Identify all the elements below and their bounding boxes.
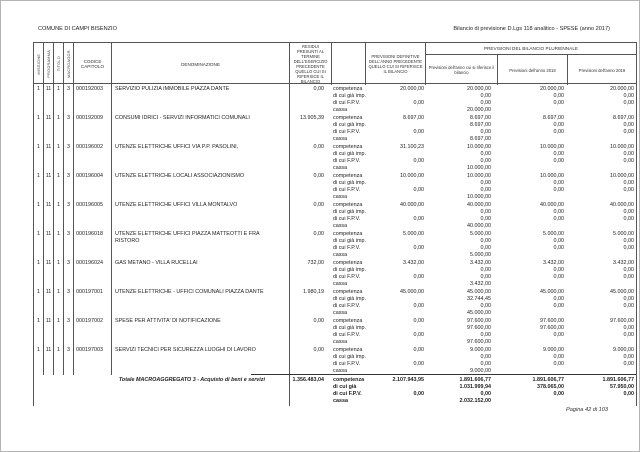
cell-denominazione: SERVIZIO PULIZIA IMMOBILE PIAZZA DANTE [112,84,290,114]
total-sub-labels: competenza di cui già di cui F.P.V. cassa [333,377,365,404]
cell-anno-2018: 8.697,00 0,00 0,00 [543,115,564,135]
cell-denominazione: SERVIZI TECNICI PER SICUREZZA LUOGHI DI LAVORO [112,345,290,375]
cell-titolo: 1 [54,287,64,317]
header-codice-capitolo: CODICE CAPITOLO [74,43,112,85]
cell-missione: 1 [34,229,44,259]
header-denominazione: DENOMINAZIONE [112,43,290,85]
cell-programma: 11 [44,84,54,114]
cell-anno-riferimento: 20.000,00 0,00 0,00 20.000,00 [467,86,491,113]
total-anno-riferimento: 1.891.606,77 1.031.999,94 0,00 2.032.152,00 [459,377,491,404]
cell-denominazione: UTENZE ELETTRICHE - UFFICI COMUNALI PIAZZA DANTE [112,287,290,317]
header-titolo: TITOLO [54,43,64,85]
table-row [34,113,636,142]
cell-titolo: 1 [54,113,64,143]
cell-macroaggr: 3 [64,171,74,201]
total-label: Totale MACROAGGREGATO 3 - Acquisto di beni e servizi [34,374,290,406]
cell-anno-2018: 20.000,00 0,00 0,00 [540,86,564,106]
cell-anno-riferimento: 97.600,00 97.600,00 0,00 97.600,00 [467,318,491,345]
cell-titolo: 1 [54,229,64,259]
cell-sub-labels: competenza di cui già imp. di cui F.P.V. cassa [333,202,366,229]
cell-sub-labels: competenza di cui già imp. di cui F.P.V. cassa [333,318,366,345]
cell-anno-2019: 97.600,00 0,00 0,00 [610,318,634,338]
cell-codice-capitolo: 000196018 [74,229,112,259]
cell-titolo: 1 [54,171,64,201]
cell-denominazione: CONSUMI IDRICI - SERVIZI INFORMATICI COMUNALI [112,113,290,143]
cell-sub-labels: competenza di cui già imp. di cui F.P.V. cassa [333,260,366,287]
cell-sub-labels: competenza di cui già imp. di cui F.P.V. cassa [333,115,366,142]
cell-codice-capitolo: 000196024 [74,258,112,288]
document-title-left: COMUNE DI CAMPI BISENZIO [38,26,117,32]
cell-residui: 0,00 [313,347,324,353]
cell-sub-labels: competenza di cui già imp. di cui F.P.V. cassa [333,231,366,258]
cell-macroaggr: 3 [64,345,74,375]
table-row [34,345,636,374]
cell-codice-capitolo: 000197002 [74,316,112,346]
cell-missione: 1 [34,84,44,114]
cell-anno-2018: 97.600,00 97.600,00 0,00 [540,318,564,338]
cell-macroaggr: 3 [64,113,74,143]
header-labels-column [332,43,366,85]
cell-previsioni-definitive: 0,00 0,00 [413,347,424,367]
total-row [34,374,636,406]
cell-codice-capitolo: 000196002 [74,142,112,172]
cell-anno-2018: 3.432,00 0,00 0,00 [543,260,564,280]
cell-anno-2018: 10.000,00 0,00 0,00 [540,144,564,164]
table-row [34,142,636,171]
cell-denominazione: UTENZE ELETTRICHE UFFICI PIAZZA MATTEOTTI E FRA RISTORO [112,229,290,259]
total-separator-line [251,374,636,375]
header-previsioni-2018: Previsioni dell'anno 2018 [498,55,568,85]
cell-anno-2018: 40.000,00 0,00 0,00 [540,202,564,222]
cell-anno-2018: 9.000,00 0,00 0,00 [543,347,564,367]
cell-anno-2019: 3.432,00 0,00 0,00 [613,260,634,280]
cell-macroaggr: 3 [64,84,74,114]
header-residui-presunti: RESIDUI PRESUNTI AL TERMINE DELL'ESERCIZIO PRECEDENTE QUELLO CUI SI RIFERISCE IL BILANCIO [290,43,332,85]
cell-anno-2019: 10.000,00 0,00 0,00 [610,144,634,164]
cell-anno-riferimento: 10.000,00 0,00 0,00 10.000,00 [467,144,491,171]
table-row [34,171,636,200]
cell-residui: 732,00 [307,260,324,266]
cell-previsioni-definitive: 5.000,00 0,00 [403,231,424,251]
cell-missione: 1 [34,200,44,230]
document-title-right: Bilancio di previsione D.Lgs 118 analitico - SPESE (anno 2017) [453,26,610,32]
cell-titolo: 1 [54,345,64,375]
cell-denominazione: SPESE PER ATTIVITA' DI NOTIFICAZIONE [112,316,290,346]
cell-residui: 0,00 [313,231,324,237]
cell-titolo: 1 [54,142,64,172]
header-bilancio-pluriennale: PREVISIONI DEL BILANCIO PLURIENNALE [426,43,636,55]
cell-programma: 11 [44,171,54,201]
cell-denominazione: GAS METANO - VILLA RUCELLAI [112,258,290,288]
cell-residui: 0,00 [313,86,324,92]
cell-previsioni-definitive: 10.000,00 0,00 [400,173,424,193]
cell-missione: 1 [34,345,44,375]
cell-anno-riferimento: 40.000,00 0,00 0,00 40.000,00 [467,202,491,229]
cell-previsioni-definitive: 0,00 0,00 [413,318,424,338]
cell-programma: 11 [44,229,54,259]
cell-titolo: 1 [54,200,64,230]
table-body [34,84,636,374]
header-bilancio-pluriennale-group [426,43,636,85]
cell-missione: 1 [34,142,44,172]
cell-anno-riferimento: 45.000,00 32.744,45 0,00 45.000,00 [467,289,491,316]
cell-residui: 1.980,19 [303,289,324,295]
cell-missione: 1 [34,287,44,317]
cell-anno-2019: 20.000,00 0,00 0,00 [610,86,634,106]
page-number: Pagina 42 di 103 [566,407,608,413]
cell-previsioni-definitive: 3.432,00 0,00 [403,260,424,280]
cell-programma: 11 [44,113,54,143]
header-previsioni-definitive: PREVISIONI DEFINITIVE DELL'ANNO PRECEDENTE QUELLO CUI SI RIFERISCE IL BILANCIO [366,43,426,85]
cell-macroaggr: 3 [64,316,74,346]
header-macroaggr: MACROAGGR. [64,43,74,85]
cell-residui: 0,00 [313,173,324,179]
cell-anno-2018: 5.000,00 0,00 0,00 [543,231,564,251]
cell-titolo: 1 [54,316,64,346]
cell-codice-capitolo: 000197001 [74,287,112,317]
cell-previsioni-definitive: 45.000,00 0,00 [400,289,424,309]
cell-codice-capitolo: 000196005 [74,200,112,230]
cell-anno-2019: 5.000,00 0,00 0,00 [613,231,634,251]
cell-residui: 0,00 [313,318,324,324]
cell-denominazione: UTENZE ELETTRICHE LOCALI ASSOCIAZIONISMO [112,171,290,201]
cell-anno-2019: 10.000,00 0,00 0,00 [610,173,634,193]
header-previsioni-anno-riferimento: Previsioni dell'anno cui si riferisce il bilancio [426,55,498,85]
cell-residui: 13.905,39 [300,115,324,121]
cell-anno-riferimento: 3.432,00 0,00 0,00 3.432,00 [470,260,491,287]
total-anno-2019: 1.891.606,77 57.950,00 0,00 [602,377,634,397]
cell-previsioni-definitive: 8.697,00 0,00 [403,115,424,135]
table-row [34,316,636,345]
cell-sub-labels: competenza di cui già imp. di cui F.P.V. cassa [333,173,366,200]
cell-anno-riferimento: 5.000,00 0,00 0,00 5.000,00 [470,231,491,258]
cell-titolo: 1 [54,84,64,114]
header-programma: PROGRAMMA [44,43,54,85]
total-residui: 1.356.483,04 [292,377,324,383]
cell-anno-riferimento: 8.697,00 8.697,00 0,00 8.697,00 [470,115,491,142]
cell-denominazione: UTENZE ELETTRICHE UFFICI VIA P.P. PASOLINI, [112,142,290,172]
total-anno-2018: 1.891.606,77 378.065,00 0,00 [532,377,564,397]
cell-missione: 1 [34,258,44,288]
cell-missione: 1 [34,316,44,346]
cell-macroaggr: 3 [64,200,74,230]
cell-titolo: 1 [54,258,64,288]
cell-missione: 1 [34,171,44,201]
cell-anno-riferimento: 9.000,00 0,00 0,00 9.000,00 [470,347,491,374]
cell-programma: 11 [44,287,54,317]
table-row [34,258,636,287]
cell-anno-2019: 8.697,00 0,00 0,00 [613,115,634,135]
cell-programma: 11 [44,200,54,230]
cell-residui: 0,00 [313,144,324,150]
cell-residui: 0,00 [313,202,324,208]
cell-programma: 11 [44,142,54,172]
cell-anno-2019: 40.000,00 0,00 0,00 [610,202,634,222]
total-previsioni-definitive: 2.107.943,95 0,00 [392,377,424,397]
cell-macroaggr: 3 [64,229,74,259]
cell-programma: 11 [44,316,54,346]
cell-previsioni-definitive: 20.000,00 0,00 [400,86,424,106]
cell-codice-capitolo: 000197003 [74,345,112,375]
cell-anno-riferimento: 10.000,00 0,00 0,00 10.000,00 [467,173,491,200]
cell-codice-capitolo: 000192003 [74,84,112,114]
table-header [34,43,636,84]
cell-sub-labels: competenza di cui già imp. di cui F.P.V. cassa [333,347,366,374]
table-row [34,200,636,229]
cell-sub-labels: competenza di cui già imp. di cui F.P.V. cassa [333,144,366,171]
table-row [34,229,636,258]
cell-previsioni-definitive: 31.100,23 0,00 [400,144,424,164]
cell-programma: 11 [44,258,54,288]
cell-sub-labels: competenza di cui già imp. di cui F.P.V. cassa [333,289,366,316]
cell-codice-capitolo: 000192009 [74,113,112,143]
cell-macroaggr: 3 [64,142,74,172]
budget-table [33,42,637,406]
cell-anno-2019: 45.000,00 0,00 0,00 [610,289,634,309]
cell-sub-labels: competenza di cui già imp. di cui F.P.V. cassa [333,86,366,113]
cell-missione: 1 [34,113,44,143]
header-missione: MISSIONE [34,43,44,85]
header-previsioni-2019: Previsioni dell'anno 2019 [578,67,626,73]
cell-programma: 11 [44,345,54,375]
cell-denominazione: UTENZE ELETTRICHE UFFICI VILLA MONTALVO [112,200,290,230]
cell-codice-capitolo: 000196004 [74,171,112,201]
cell-anno-2018: 45.000,00 0,00 0,00 [540,289,564,309]
table-row [34,287,636,316]
cell-anno-2019: 9.000,00 0,00 0,00 [613,347,634,367]
cell-macroaggr: 3 [64,287,74,317]
cell-macroaggr: 3 [64,258,74,288]
cell-previsioni-definitive: 40.000,00 0,00 [400,202,424,222]
cell-anno-2018: 10.000,00 0,00 0,00 [540,173,564,193]
table-row [34,84,636,113]
